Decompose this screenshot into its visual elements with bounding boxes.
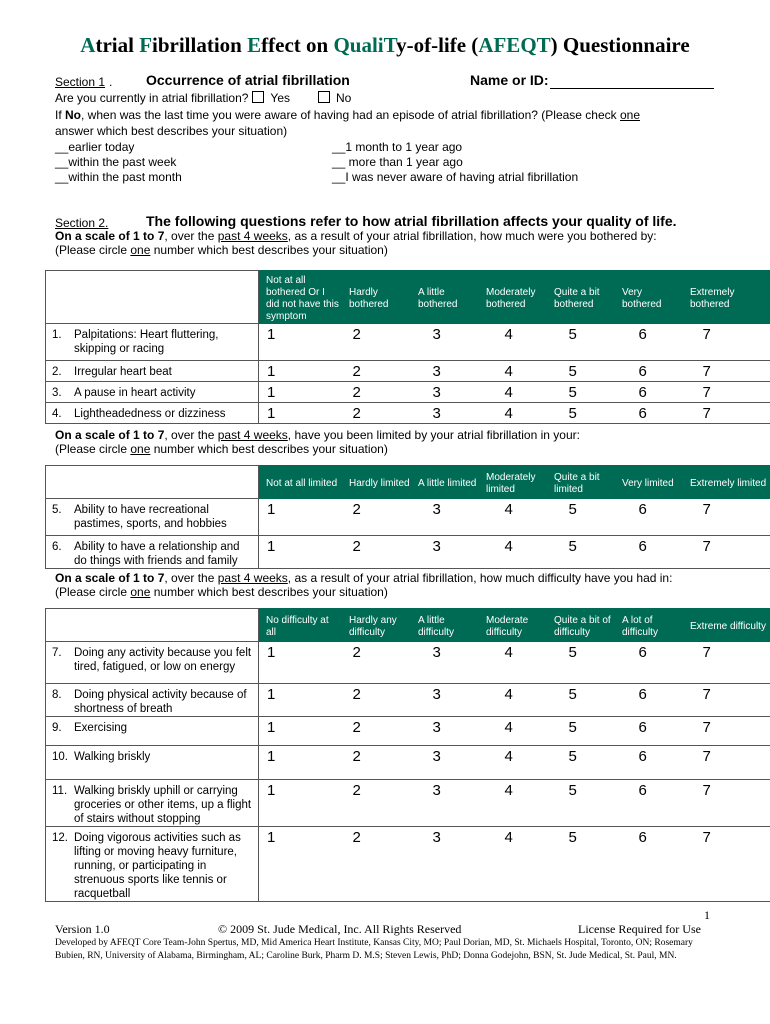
option-never-aware[interactable]: __I was never aware of having atrial fibrillation xyxy=(332,170,579,184)
rating-option-3[interactable]: 3 xyxy=(411,382,479,403)
column-header: A little bothered xyxy=(411,271,479,324)
header-blank xyxy=(46,609,259,642)
header-blank xyxy=(46,271,259,324)
text: , as a result of your atrial fibrillation, how much difficulty have you had in: xyxy=(287,571,673,585)
column-header: Quite a bit limited xyxy=(547,466,615,499)
text: number which best describes your situation) xyxy=(150,243,388,257)
rating-option-4[interactable]: 4 xyxy=(479,642,547,684)
rating-option-4[interactable]: 4 xyxy=(479,746,547,780)
rating-option-6[interactable]: 6 xyxy=(615,780,683,827)
rating-option-7[interactable]: 7 xyxy=(683,499,770,536)
license-notice: License Required for Use xyxy=(578,922,701,936)
name-input[interactable] xyxy=(550,73,714,89)
rating-option-3[interactable]: 3 xyxy=(411,780,479,827)
rating-option-6[interactable]: 6 xyxy=(615,382,683,403)
rating-option-1[interactable]: 1 xyxy=(259,717,342,746)
question-text: Lightheadedness or dizziness xyxy=(74,408,226,420)
question-row xyxy=(46,717,770,746)
column-header: No difficulty at all xyxy=(259,609,342,642)
column-header: Hardly any difficulty xyxy=(342,609,411,642)
rating-option-1[interactable]: 1 xyxy=(259,324,342,361)
question-number: 9. xyxy=(52,722,62,734)
question-text: Ability to have recreational pastimes, sports, and hobbies xyxy=(74,504,227,530)
question-text: Ability to have a relationship and do things with friends and family xyxy=(74,541,240,567)
question-number: 5. xyxy=(52,504,62,516)
text: (Please circle xyxy=(55,243,131,257)
rating-option-2[interactable]: 2 xyxy=(342,324,411,361)
question-number: 3. xyxy=(52,387,62,399)
rating-option-7[interactable]: 7 xyxy=(683,642,770,684)
section1-label: Section 1 xyxy=(55,75,106,89)
text: On a scale of 1 to 7 xyxy=(55,229,165,243)
column-header: Extremely limited xyxy=(683,466,770,499)
rating-option-4[interactable]: 4 xyxy=(479,536,547,569)
rating-option-4[interactable]: 4 xyxy=(479,684,547,717)
rating-option-5[interactable]: 5 xyxy=(547,746,615,780)
rating-option-6[interactable]: 6 xyxy=(615,717,683,746)
rating-option-1[interactable]: 1 xyxy=(259,403,342,424)
text: past 4 weeks xyxy=(217,229,288,243)
question-text: Are you currently in atrial fibrillation? xyxy=(55,91,249,105)
rating-option-7[interactable]: 7 xyxy=(683,780,770,827)
option-earlier-today[interactable]: __earlier today xyxy=(55,140,135,154)
rating-option-5[interactable]: 5 xyxy=(547,536,615,569)
text: (Please circle xyxy=(55,585,131,599)
rating-option-7[interactable]: 7 xyxy=(683,536,770,569)
rating-option-3[interactable]: 3 xyxy=(411,536,479,569)
scale-instruction xyxy=(55,229,657,257)
af-current-question xyxy=(55,91,351,105)
question-text: A pause in heart activity xyxy=(74,387,196,399)
rating-option-6[interactable]: 6 xyxy=(615,536,683,569)
question-row xyxy=(46,780,770,827)
option-more-than-1-year[interactable]: __ more than 1 year ago xyxy=(332,155,463,169)
question-number: 10. xyxy=(52,751,68,763)
text: one xyxy=(130,585,151,599)
rating-option-7[interactable]: 7 xyxy=(683,717,770,746)
rating-option-6[interactable]: 6 xyxy=(615,684,683,717)
no-label: No xyxy=(336,91,352,105)
header-blank xyxy=(46,466,259,499)
question-text: Doing any activity because you felt tired, fatigued, or low on energy xyxy=(74,647,252,673)
rating-option-3[interactable]: 3 xyxy=(411,684,479,717)
column-header: A lot of difficulty xyxy=(615,609,683,642)
rating-option-2[interactable]: 2 xyxy=(342,746,411,780)
question-text: Walking briskly uphill or carrying groceries or other items, up a flight of stairs without stopping xyxy=(74,785,252,825)
rating-option-2[interactable]: 2 xyxy=(342,780,411,827)
version: Version 1.0 xyxy=(55,922,110,936)
rating-option-3[interactable]: 3 xyxy=(411,403,479,424)
yes-label: Yes xyxy=(270,91,290,105)
rating-option-5[interactable]: 5 xyxy=(547,324,615,361)
rating-option-4[interactable]: 4 xyxy=(479,382,547,403)
rating-option-1[interactable]: 1 xyxy=(259,536,342,569)
rating-option-2[interactable]: 2 xyxy=(342,403,411,424)
rating-option-5[interactable]: 5 xyxy=(547,780,615,827)
rating-option-2[interactable]: 2 xyxy=(342,361,411,382)
rating-option-4[interactable]: 4 xyxy=(479,403,547,424)
rating-option-5[interactable]: 5 xyxy=(547,403,615,424)
rating-option-1[interactable]: 1 xyxy=(259,746,342,780)
rating-option-4[interactable]: 4 xyxy=(479,717,547,746)
text: , over the xyxy=(164,428,218,442)
rating-option-1[interactable]: 1 xyxy=(259,780,342,827)
text: On a scale of 1 to 7 xyxy=(55,428,165,442)
page-title xyxy=(0,33,770,58)
rating-option-5[interactable]: 5 xyxy=(547,642,615,684)
column-header: Extreme difficulty xyxy=(683,609,770,642)
column-header: Quite a bit of difficulty xyxy=(547,609,615,642)
rating-option-7[interactable]: 7 xyxy=(683,684,770,717)
text: , over the xyxy=(164,229,218,243)
text: past 4 weeks xyxy=(217,428,288,442)
question-text: Palpitations: Heart fluttering, skipping or racing xyxy=(74,329,219,355)
question-row xyxy=(46,324,770,361)
title-part: T xyxy=(383,33,397,57)
column-header: A little limited xyxy=(411,466,479,499)
question-number: 11. xyxy=(52,785,68,797)
question-row xyxy=(46,642,770,684)
rating-option-5[interactable]: 5 xyxy=(547,499,615,536)
rating-option-3[interactable]: 3 xyxy=(411,746,479,780)
question-number: 4. xyxy=(52,408,62,420)
credits: Developed by AFEQT Core Team-John Spertus, MD, Mid America Heart Institute, Kansas City, MO; Paul Dorian, MD, St. Michaels Hospital, Toronto, ON; Rosemary Bubien, RN, University of Alabama, Birmingham, AL; Caroline Burk, Pharm D. M.S; Steven Lewis, PhD; Donna Godejohn, BSN, St. Jude Medical, St. Paul, MN. xyxy=(55,938,693,961)
rating-option-7[interactable]: 7 xyxy=(683,746,770,780)
question-text: Doing physical activity because of shortness of breath xyxy=(74,689,247,715)
text: , as a result of your atrial fibrillation, how much were you bothered by: xyxy=(287,229,657,243)
rating-option-2[interactable]: 2 xyxy=(342,536,411,569)
text: one xyxy=(130,442,151,456)
column-header: Hardly bothered xyxy=(342,271,411,324)
title-part: y-of-life ( xyxy=(396,33,479,57)
column-header: Not at all limited xyxy=(259,466,342,499)
rating-option-2[interactable]: 2 xyxy=(342,642,411,684)
rating-option-1[interactable]: 1 xyxy=(259,361,342,382)
rating-option-2[interactable]: 2 xyxy=(342,827,411,902)
text: one xyxy=(130,243,151,257)
rating-option-7[interactable]: 7 xyxy=(683,403,770,424)
question-text: Irregular heart beat xyxy=(74,366,172,378)
rating-table xyxy=(45,270,770,424)
rating-table xyxy=(45,465,770,569)
page-number: 1 xyxy=(704,908,710,922)
text: (Please circle xyxy=(55,442,131,456)
rating-option-3[interactable]: 3 xyxy=(411,499,479,536)
text: number which best describes your situation) xyxy=(150,585,388,599)
column-header: Quite a bit bothered xyxy=(547,271,615,324)
column-header: Very limited xyxy=(615,466,683,499)
title-part: ) Questionnaire xyxy=(550,33,690,57)
question-number: 7. xyxy=(52,647,62,659)
column-header: Moderately limited xyxy=(479,466,547,499)
title-part: AFEQT xyxy=(478,33,551,57)
rating-option-6[interactable]: 6 xyxy=(615,499,683,536)
title-part: ffect on xyxy=(261,33,334,57)
title-part: ibrillation xyxy=(152,33,248,57)
rating-option-2[interactable]: 2 xyxy=(342,717,411,746)
rating-option-7[interactable]: 7 xyxy=(683,361,770,382)
title-part: Quali xyxy=(333,33,384,57)
yes-checkbox[interactable] xyxy=(252,91,264,103)
rating-table xyxy=(45,608,770,902)
rating-option-3[interactable]: 3 xyxy=(411,361,479,382)
rating-option-4[interactable]: 4 xyxy=(479,827,547,902)
text: one xyxy=(619,108,641,122)
rating-option-5[interactable]: 5 xyxy=(547,827,615,902)
no-checkbox[interactable] xyxy=(318,91,330,103)
rating-option-5[interactable]: 5 xyxy=(547,382,615,403)
rating-option-6[interactable]: 6 xyxy=(615,746,683,780)
question-number: 6. xyxy=(52,541,62,553)
rating-option-1[interactable]: 1 xyxy=(259,684,342,717)
rating-option-4[interactable]: 4 xyxy=(479,361,547,382)
rating-option-3[interactable]: 3 xyxy=(411,642,479,684)
title-part: trial xyxy=(95,33,140,57)
text: On a scale of 1 to 7 xyxy=(55,571,165,585)
rating-option-2[interactable]: 2 xyxy=(342,382,411,403)
rating-option-5[interactable]: 5 xyxy=(547,361,615,382)
rating-option-6[interactable]: 6 xyxy=(615,324,683,361)
text: If xyxy=(55,108,66,122)
title-part: F xyxy=(139,33,153,57)
column-header: Very bothered xyxy=(615,271,683,324)
question-row xyxy=(46,827,770,902)
option-1-month-1-year[interactable]: __1 month to 1 year ago xyxy=(332,140,463,154)
question-row xyxy=(46,684,770,717)
section2-label: Section 2. xyxy=(55,216,109,230)
rating-option-7[interactable]: 7 xyxy=(683,324,770,361)
question-row xyxy=(46,536,770,569)
copyright: © 2009 St. Jude Medical, Inc. All Rights Reserved xyxy=(218,922,462,936)
rating-option-3[interactable]: 3 xyxy=(411,827,479,902)
text: , when was the last time you were aware of having had an episode of atrial fibrillation? (Please check xyxy=(81,108,620,122)
column-header: Moderately bothered xyxy=(479,271,547,324)
rating-option-7[interactable]: 7 xyxy=(683,382,770,403)
last-episode-question xyxy=(55,108,640,122)
rating-option-6[interactable]: 6 xyxy=(615,403,683,424)
rating-option-6[interactable]: 6 xyxy=(615,827,683,902)
question-text: Exercising xyxy=(74,722,128,734)
column-header: Not at all bothered Or I did not have this symptom xyxy=(259,271,342,324)
question-number: 1. xyxy=(52,329,62,341)
rating-option-1[interactable]: 1 xyxy=(259,382,342,403)
rating-option-5[interactable]: 5 xyxy=(547,684,615,717)
option-past-week[interactable]: __within the past week xyxy=(55,155,177,169)
question-row xyxy=(46,382,770,403)
scale-instruction xyxy=(55,428,580,456)
rating-option-6[interactable]: 6 xyxy=(615,361,683,382)
column-header: Moderate difficulty xyxy=(479,609,547,642)
section1-heading: Occurrence of atrial fibrillation xyxy=(146,72,350,88)
rating-option-7[interactable]: 7 xyxy=(683,827,770,902)
question-number: 8. xyxy=(52,689,62,701)
question-row xyxy=(46,403,770,424)
rating-option-5[interactable]: 5 xyxy=(547,717,615,746)
question-number: 2. xyxy=(52,366,62,378)
scale-instruction xyxy=(55,571,672,599)
rating-option-6[interactable]: 6 xyxy=(615,642,683,684)
title-part: A xyxy=(80,33,96,57)
option-past-month[interactable]: __within the past month xyxy=(55,170,182,184)
question-text: Walking briskly xyxy=(74,751,151,763)
column-header: A little difficulty xyxy=(411,609,479,642)
section2-heading: The following questions refer to how atrial fibrillation affects your quality of life. xyxy=(146,213,677,229)
text: past 4 weeks xyxy=(217,571,288,585)
rating-option-3[interactable]: 3 xyxy=(411,324,479,361)
text: number which best describes your situation) xyxy=(150,442,388,456)
column-header: Extremely bothered xyxy=(683,271,770,324)
rating-option-4[interactable]: 4 xyxy=(479,324,547,361)
rating-option-2[interactable]: 2 xyxy=(342,684,411,717)
rating-option-4[interactable]: 4 xyxy=(479,499,547,536)
column-header: Hardly limited xyxy=(342,466,411,499)
rating-option-1[interactable]: 1 xyxy=(259,642,342,684)
text: , over the xyxy=(164,571,218,585)
question-text: Doing vigorous activities such as lifting or moving heavy furniture, running, or participating in strenuous sports like tennis or racquetball xyxy=(74,832,241,900)
title-part: E xyxy=(247,33,262,57)
question-row xyxy=(46,361,770,382)
rating-option-2[interactable]: 2 xyxy=(342,499,411,536)
question-row xyxy=(46,746,770,780)
question-row xyxy=(46,499,770,536)
text: No xyxy=(65,108,82,122)
rating-option-1[interactable]: 1 xyxy=(259,499,342,536)
question-number: 12. xyxy=(52,832,68,844)
rating-option-3[interactable]: 3 xyxy=(411,717,479,746)
rating-option-4[interactable]: 4 xyxy=(479,780,547,827)
last-episode-question-cont: answer which best describes your situation) xyxy=(55,124,288,138)
rating-option-1[interactable]: 1 xyxy=(259,827,342,902)
text: , have you been limited by your atrial fibrillation in your: xyxy=(287,428,580,442)
questionnaire-page: Atrial Fibrillation Effect on QualiTy-of-life (AFEQT) Questionnaire Section 1 . Occurrence of atrial fibrillation Name or ID: Are you currently in atrial fibrillation? Yes No If No, when was the last time you were aware of having had an episode of atrial fibrillation? (Please check one answer which best describes your situation) __earlier today __within the past week __within the past month __1 month to 1 year ago __ more than 1 year ago __I was never aware of having atrial fibrillation Section 2. The following questions refer to how atrial fibrillation affects your quality of life. On a scale of 1 to 7, over the past 4 weeks, as a result of your atrial fibrillation, how much were you bothered by: (Please circle one number which best describes your situation) On a scale of 1 to 7, over the past 4 weeks, have you been limited by your atrial fibrillation in your: (Please circle one number which best describes your situation) On a scale of 1 to 7, over the past 4 weeks, as a result of your atrial fibrillation, how much difficulty have you had in: (Please circle one number which best describes your situation) Not at all bothered Or I did not have this symptom Hardly bothered A little bothered Moderately bothered Quite a bit bothered Very bothered Extremely bothered 1. Palpitations: Heart fluttering, skipping or racing 1 2 3 4 5 6 7 2. Irregular heart beat 1 2 3 4 5 6 7 3. A pause in heart activity 1 2 3 4 5 6 7 4. Lightheadedness or dizziness 1 2 3 4 5 6 7 Not at all limited Hardly limited A little limited Moderately limited Quite a bit limited Very limited Extremely limited 5. Ability to have recreational pastimes, sports, and hobbies 1 2 3 4 5 6 7 6. Ability to have a relationship and do things with friends and family 1 2 3 4 5 6 7 No difficulty at all Hardly any difficulty A little difficulty Moderate difficulty Quite a bit of difficulty A lot of difficulty Extreme difficulty 7. Doing any activity because you felt tired, fatigued, or low on energy 1 2 3 4 5 6 7 8. Doing physical activity because of shortness of breath 1 2 3 4 5 6 7 9. Exercising 1 2 3 4 5 6 7 10. Walking briskly 1 2 3 4 5 6 7 11. Walking briskly uphill or carrying groceries or other items, up a flight of stairs without stopping 1 2 3 4 5 6 7 12. Doing vigorous activities such as lifting or moving heavy furniture, running, or participating in strenuous sports like tennis or racquetball 1 2 3 4 5 6 7 1 Version 1.0 © 2009 St. Jude Medical, Inc. All Rights Reserved License Required for Use Developed by AFEQT Core Team-John Spertus, MD, Mid America Heart Institute, Kansas City, MO; Paul Dorian, MD, St. Michaels Hospital, Toronto, ON; Rosemary Bubien, RN, University of Alabama, Birmingham, AL; Caroline Burk, Pharm D. M.S; Steven Lewis, PhD; Donna Godejohn, BSN, St. Jude Medical, St. Paul, MN. xyxy=(0,0,770,1024)
name-label: Name or ID: xyxy=(470,72,549,88)
